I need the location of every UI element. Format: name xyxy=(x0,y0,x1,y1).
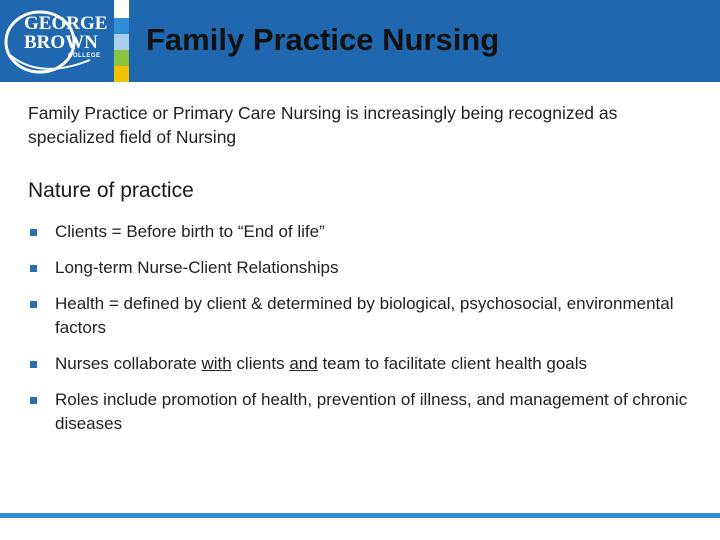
list-item xyxy=(28,256,688,280)
section-heading: Nature of practice xyxy=(28,179,194,202)
bullet-text: Health = defined by client & determined by biological, psychosocial, environmental factors xyxy=(55,294,674,337)
bullet-list xyxy=(28,220,688,436)
list-item xyxy=(28,292,688,340)
color-stripe-yellow xyxy=(114,66,129,82)
color-stripe-blue xyxy=(114,18,129,34)
logo-line-3: COLLEGE xyxy=(68,53,101,59)
logo-line-1: GEORGE xyxy=(24,13,108,34)
square-bullet-icon xyxy=(30,361,37,368)
college-logo xyxy=(0,0,114,82)
color-stripe-green xyxy=(114,50,129,66)
bullet-text-part: Nurses collaborate xyxy=(55,354,202,373)
bullet-text: Long-term Nurse-Client Relationships xyxy=(55,258,339,277)
list-item xyxy=(28,388,688,436)
bullet-text-part: clients xyxy=(231,354,290,373)
color-stripe-white xyxy=(114,0,129,18)
list-item xyxy=(28,352,688,376)
slide-title: Family Practice Nursing xyxy=(146,22,500,57)
bullet-text: Roles include promotion of health, prevention of illness, and management of chronic diseases xyxy=(55,390,688,433)
bullet-text-part: team to facilitate client health goals xyxy=(317,354,588,373)
bullet-text: Clients = Before birth to “End of life” xyxy=(55,222,325,241)
square-bullet-icon xyxy=(30,229,37,236)
square-bullet-icon xyxy=(30,397,37,404)
square-bullet-icon xyxy=(30,265,37,272)
footer-divider xyxy=(0,513,720,518)
underlined-word-and: and xyxy=(289,354,318,373)
intro-text: Family Practice or Primary Care Nursing is increasingly being recognized as specialized field of Nursing xyxy=(28,103,618,147)
square-bullet-icon xyxy=(30,301,37,308)
underlined-word-with: with xyxy=(201,354,232,373)
list-item xyxy=(28,220,688,244)
color-stripe-lightblue xyxy=(114,34,129,50)
logo-line-2: BROWN xyxy=(24,32,98,53)
